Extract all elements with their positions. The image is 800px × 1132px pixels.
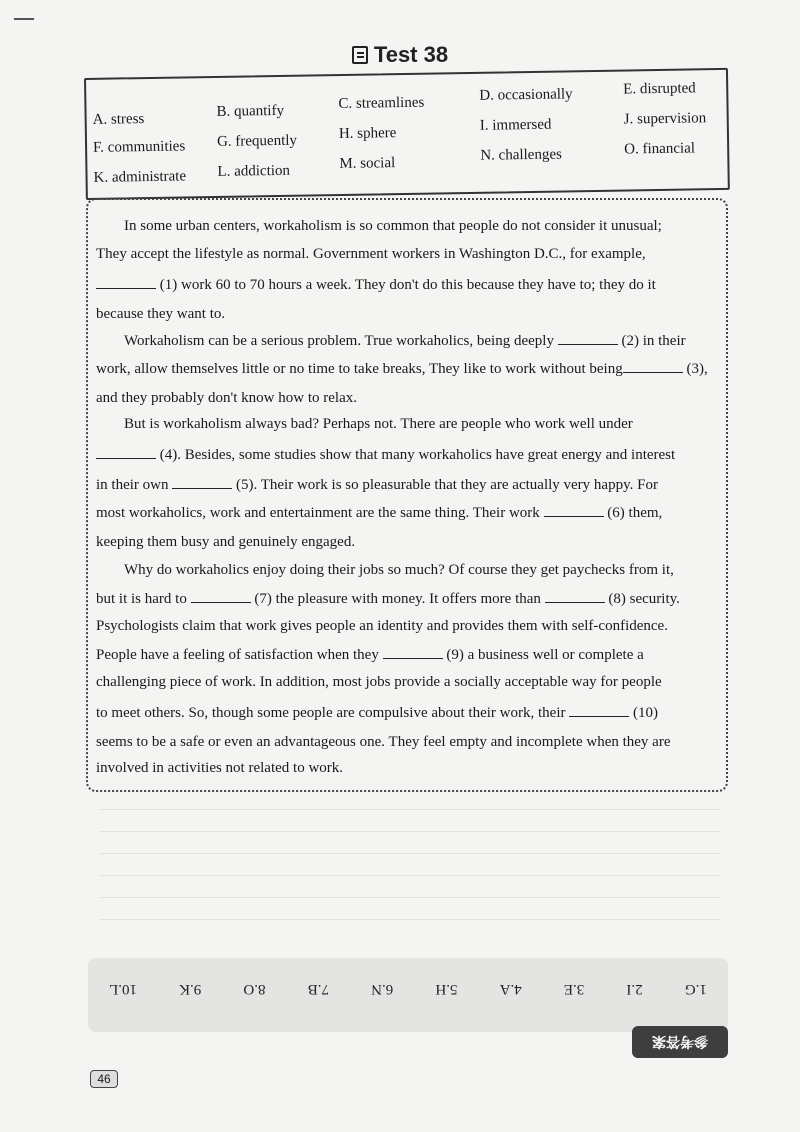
passage-line [124,562,674,579]
passage-line [124,416,633,433]
passage-text: In some urban centers, workaholism is so common that people do not consider it unusual; [124,218,662,234]
page-title [0,42,800,68]
passage-text: (10) [632,705,658,721]
passage-line [96,704,658,722]
answer-item: 4.A [499,981,522,997]
passage-text: (9) a business well or complete a [446,647,644,663]
passage-line [96,360,708,378]
answer-key-row [88,980,728,997]
passage-line [96,476,658,494]
passage-text: keeping them busy and genuinely engaged. [96,534,356,550]
bleed-through-text [100,800,720,920]
answer-item: 5.H [435,981,458,997]
passage-line [96,390,357,407]
answer-item: 3.E [563,981,585,997]
answer-key [88,958,728,1032]
passage-text: (4). Besides, some studies show that many workaholics have great energy and interest [159,447,676,463]
passage-line [96,734,671,751]
option: B. quantify [216,102,285,120]
passage-text: They accept the lifestyle as normal. Government workers in Washington D.C., for example, [96,246,646,262]
option: L. addiction [217,162,291,180]
option: G. frequently [216,132,298,150]
passage-text: to meet others. So, though some people are compulsive about their work, their [96,705,566,721]
notebook-icon [352,46,368,64]
passage-line [96,276,656,294]
answer-item: 1.G [684,981,707,997]
passage-line [96,446,675,464]
passage-text: Why do workaholics enjoy doing their jobs so much? Of course they get paychecks from it, [124,562,674,578]
passage-text: challenging piece of work. In addition, most jobs provide a socially acceptable way for people [96,674,662,690]
option: A. stress [92,111,145,128]
passage-text: work, allow themselves little or no time to take breaks, They like to work without being [96,361,623,377]
title-text: Test 38 [373,42,449,67]
answer-blank-1[interactable] [96,276,156,289]
passage-text: (7) the pleasure with money. It offers more than [254,591,541,607]
answer-blank-10[interactable] [569,704,629,717]
answer-blank-3[interactable] [623,360,683,373]
cloze-passage [86,198,728,792]
option: N. challenges [480,146,563,164]
answer-item: 2.I [626,981,643,997]
scan-mark [14,18,34,20]
passage-text: in their own [96,477,169,493]
option: I. immersed [479,116,552,134]
answer-key-label: 参考答案 [632,1026,728,1058]
passage-text: (2) in their [621,333,686,349]
passage-line [96,590,680,608]
passage-line [96,534,355,551]
answer-blank-8[interactable] [545,590,605,603]
passage-line [96,646,644,664]
answer-item: 9.K [179,981,202,997]
passage-line [96,246,646,263]
option: F. communities [92,138,186,156]
page-number: 46 [90,1070,118,1088]
option: D. occasionally [479,86,573,104]
answer-blank-9[interactable] [383,646,443,659]
option: H. sphere [338,125,397,143]
passage-line [96,618,668,635]
passage-line [124,332,686,350]
passage-text: but it is hard to [96,591,187,607]
answer-blank-7[interactable] [191,590,251,603]
option: M. social [339,155,396,172]
passage-text: most workaholics, work and entertainment are the same thing. Their work [96,505,540,521]
answer-blank-2[interactable] [558,332,618,345]
option: K. administrate [93,168,187,186]
option: O. financial [624,140,696,158]
passage-text: (1) work 60 to 70 hours a week. They don't do this because they have to; they do it [159,277,656,293]
passage-line [96,760,343,777]
answer-blank-6[interactable] [544,504,604,517]
passage-text: (5). Their work is so pleasurable that they are actually very happy. For [236,477,658,493]
passage-text: People have a feeling of satisfaction when they [96,647,379,663]
option: E. disrupted [623,80,696,98]
answer-blank-5[interactable] [172,476,232,489]
option: C. streamlines [338,94,425,113]
passage-line [96,504,662,522]
passage-text: (8) security. [608,591,680,607]
answer-item: 7.B [307,981,329,997]
passage-text: (3), [686,361,708,377]
answer-item: 10.L [109,981,138,997]
answer-blank-4[interactable] [96,446,156,459]
option: J. supervision [623,110,707,128]
answer-item: 6.N [371,981,394,997]
passage-line [96,306,225,323]
passage-text: (6) them, [607,505,663,521]
passage-text: Workaholism can be a serious problem. True workaholics, being deeply [124,333,554,349]
passage-text: and they probably don't know how to relax. [96,390,357,406]
passage-text: seems to be a safe or even an advantageous one. They feel empty and incomplete when they are [96,734,671,750]
passage-line [96,674,662,691]
passage-text: Psychologists claim that work gives people an identity and provides them with self-confidence. [96,618,668,634]
answer-item: 8.O [243,981,266,997]
word-bank [84,68,730,200]
passage-text: But is workaholism always bad? Perhaps not. There are people who work well under [124,416,633,432]
passage-text: because they want to. [96,306,226,322]
passage-line [124,218,662,235]
passage-text: involved in activities not related to work. [96,760,344,776]
